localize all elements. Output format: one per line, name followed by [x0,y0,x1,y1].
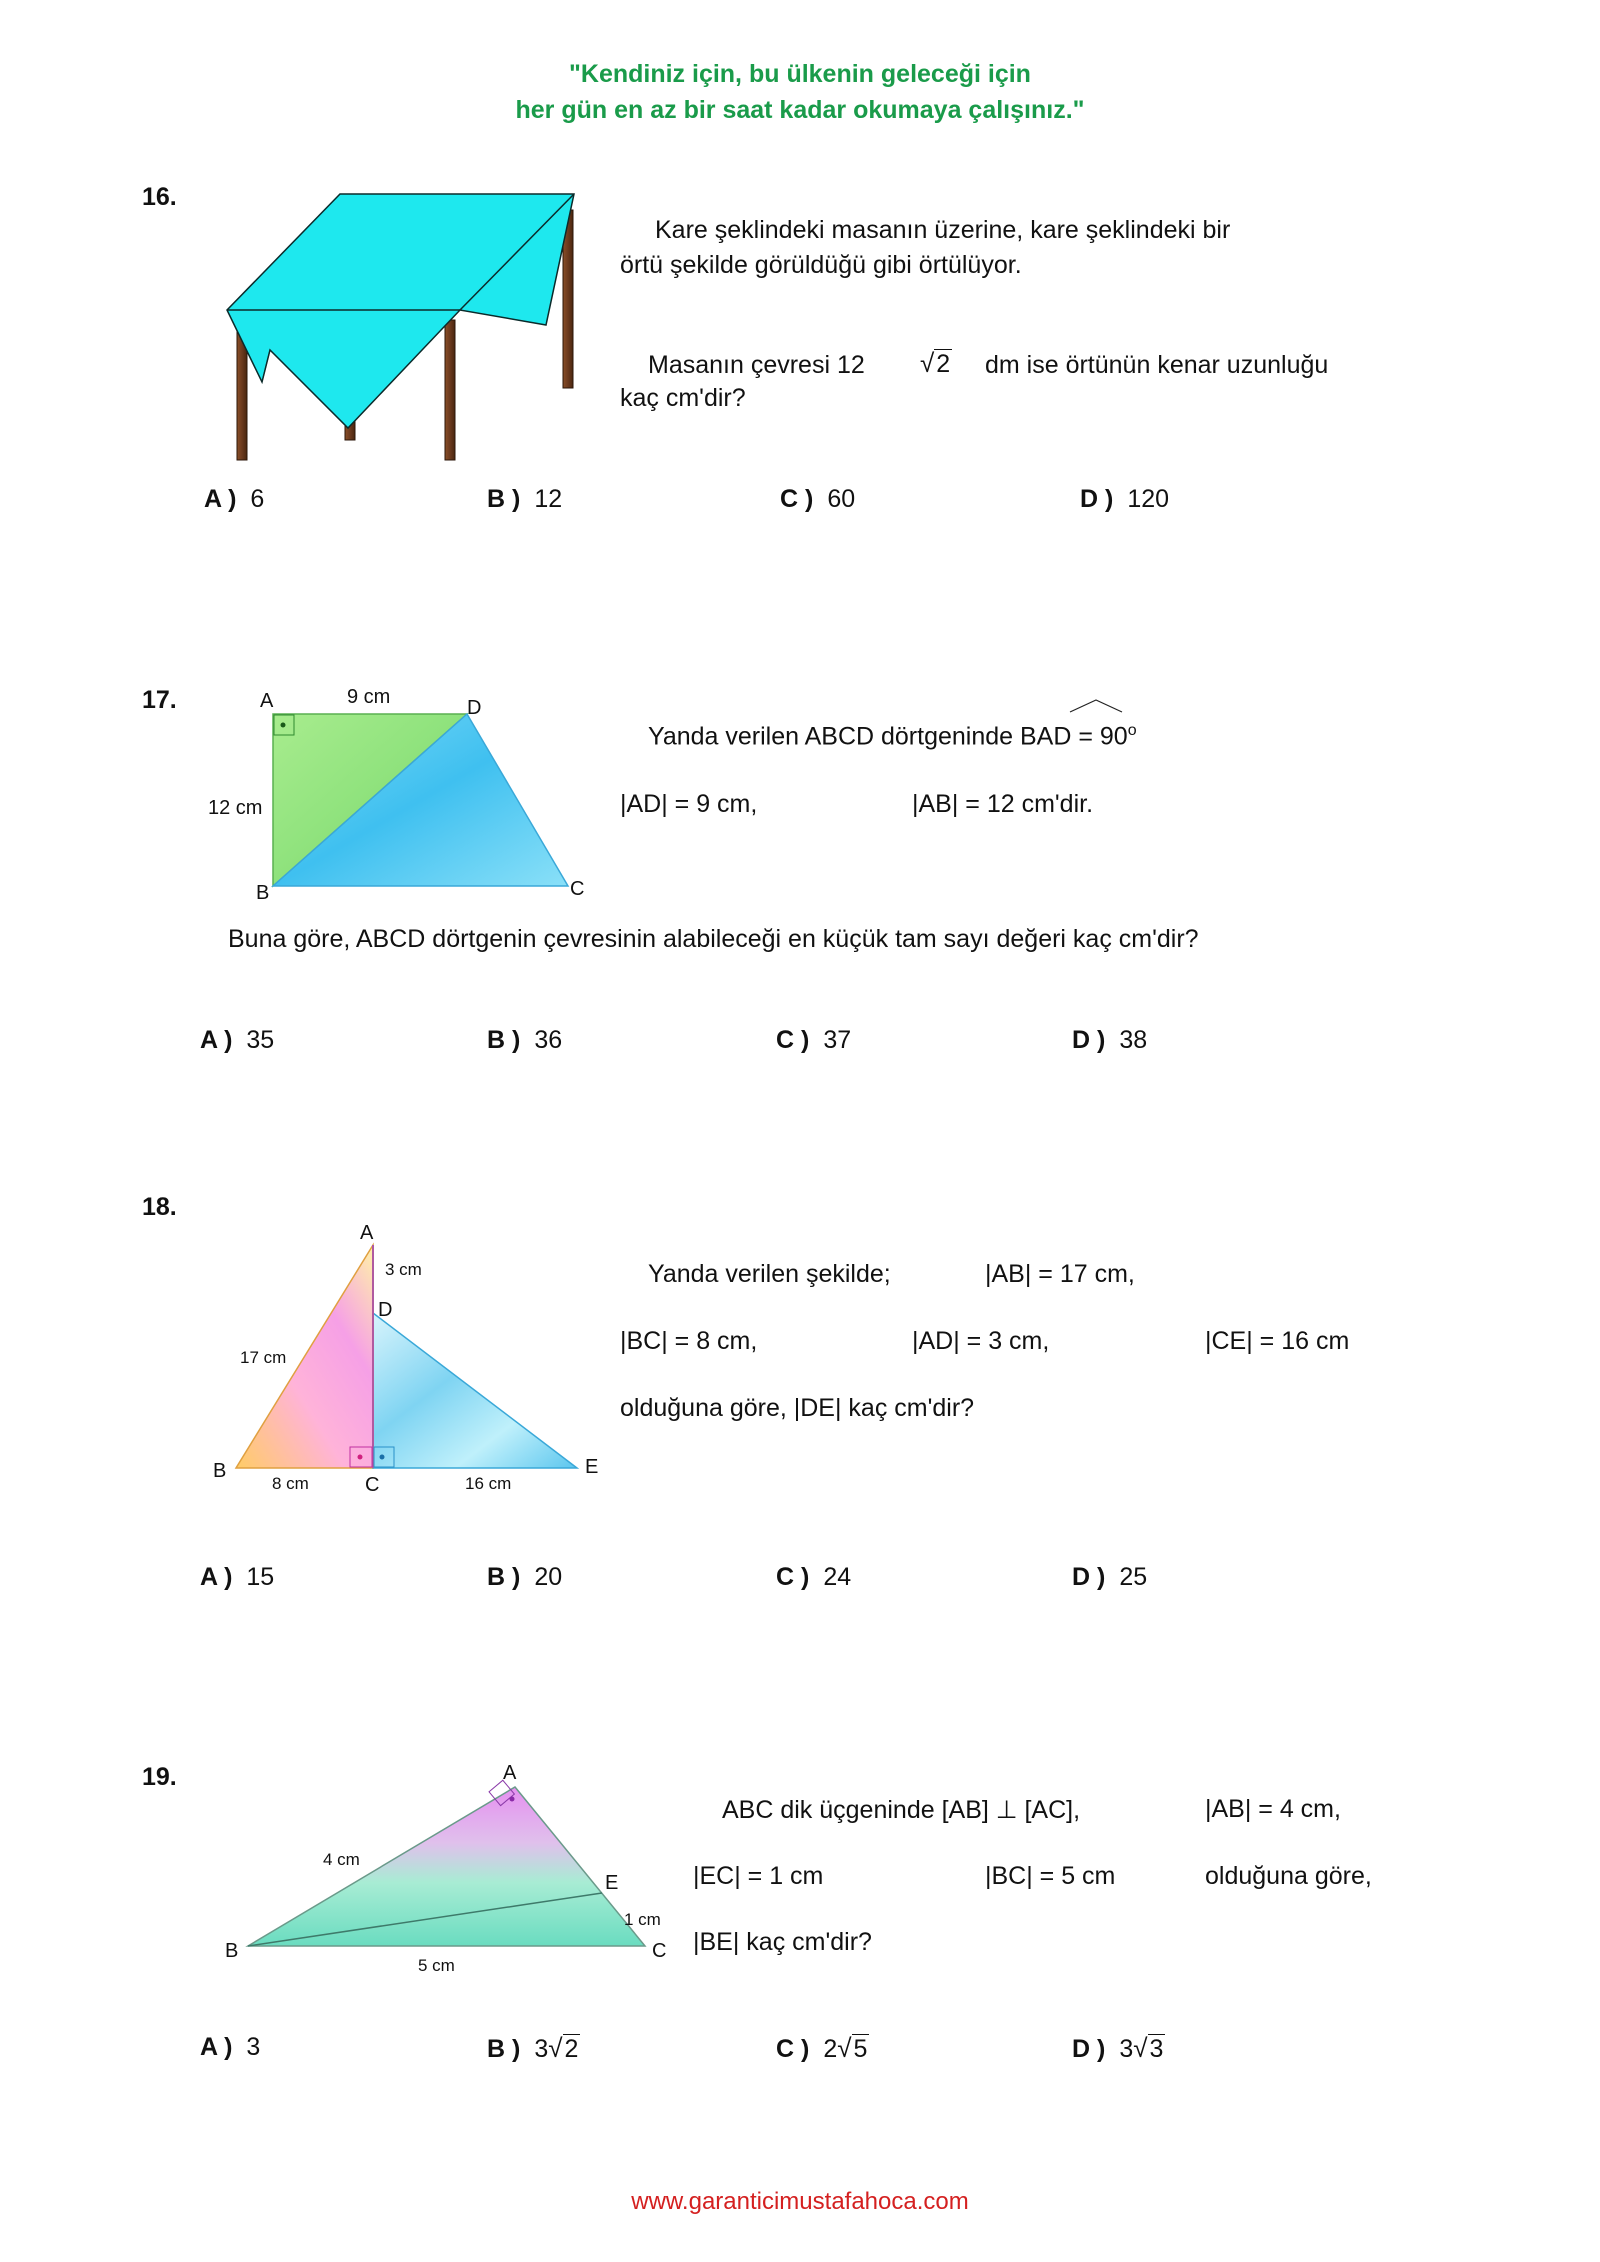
q17-option-a[interactable]: A ) 35 [200,1026,275,1054]
q19-option-d[interactable]: D ) 3√3 [1072,2033,1164,2063]
footer-url[interactable]: www.garanticimustafahoca.com [631,2188,969,2215]
q17-ad: |AD| = 9 cm, [620,790,758,818]
q16-option-b[interactable]: B ) 12 [487,485,563,513]
q16-text-line2: örtü şekilde görüldüğü gibi örtülüyor. [620,251,1022,279]
label-b: B [213,1460,227,1482]
q18-question: olduğuna göre, |DE| kaç cm'dir? [620,1394,975,1422]
q18-option-b[interactable]: B ) 20 [487,1563,563,1591]
label-a: A [360,1222,374,1244]
label-d: D [467,697,482,719]
header-quote-line2: her gün en az bir saat kadar okumaya çalışınız." [515,96,1085,124]
q16-option-d[interactable]: D ) 120 [1080,485,1170,513]
label-b: B [256,882,270,904]
label-d: D [378,1299,393,1321]
q16-sqrt: √2 [920,348,951,378]
q18-ab: |AB| = 17 cm, [985,1260,1135,1288]
q17-option-d[interactable]: D ) 38 [1072,1026,1148,1054]
label-bc-length: 8 cm [272,1474,309,1493]
q17-option-c[interactable]: C ) 37 [776,1026,852,1054]
q16-option-c[interactable]: C ) 60 [780,485,856,513]
q17-ab: |AB| = 12 cm'dir. [912,790,1094,818]
q17-question: Buna göre, ABCD dörtgenin çevresinin alabileceği en küçük tam sayı değeri kaç cm'dir? [228,925,1199,953]
q19-option-a[interactable]: A ) 3 [200,2033,261,2061]
label-a: A [260,690,274,712]
q16-perimeter-text: Masanın çevresi 12 [648,351,865,379]
q18-bc: |BC| = 8 cm, [620,1327,758,1355]
q17-text: Yanda verilen ABCD dörtgeninde BAD = $90^o$ [648,722,1137,751]
question-19-number: 19. [142,1763,177,1791]
triangle-abc [248,1787,645,1946]
q19-ec: |EC| = 1 cm [693,1862,824,1890]
q19-option-b[interactable]: B ) 3√2 [487,2033,579,2063]
header-quote-line1: "Kendiniz için, bu ülkenin geleceği için [569,60,1031,88]
label-b: B [225,1940,239,1962]
label-c: C [365,1474,380,1496]
label-c: C [570,878,585,900]
label-ab-length: 4 cm [323,1850,360,1869]
q18-option-a[interactable]: A ) 15 [200,1563,275,1591]
label-a: A [503,1762,517,1784]
q19-bc: |BC| = 5 cm [985,1862,1116,1890]
q16-option-a[interactable]: A ) 6 [204,485,265,513]
label-ad-length: 9 cm [347,686,391,708]
label-e: E [585,1456,599,1478]
question-18-number: 18. [142,1193,177,1221]
q18-ce: |CE| = 16 cm [1205,1327,1350,1355]
label-ad-length: 3 cm [385,1260,422,1279]
q19-given: olduğuna göre, [1205,1862,1372,1890]
q18-option-d[interactable]: D ) 25 [1072,1563,1148,1591]
question-16-number: 16. [142,183,177,211]
q16-perimeter-text-end: dm ise örtünün kenar uzunluğu [985,351,1329,379]
label-e: E [605,1872,619,1894]
label-ce-length: 16 cm [465,1474,512,1493]
q19-ab: |AB| = 4 cm, [1205,1795,1341,1823]
q19-text: ABC dik üçgeninde [AB] ⊥ [AC], [722,1796,1081,1824]
question-17-number: 17. [142,686,177,714]
label-ab-length: 17 cm [240,1348,287,1367]
q18-ad: |AD| = 3 cm, [912,1327,1050,1355]
q16-question: kaç cm'dir? [620,384,746,412]
q17-option-b[interactable]: B ) 36 [487,1026,563,1054]
label-ec-length: 1 cm [624,1910,661,1929]
q19-option-c[interactable]: C ) 2√5 [776,2033,868,2063]
label-bc-length: 5 cm [418,1956,455,1975]
q18-text: Yanda verilen şekilde; [648,1260,891,1288]
q19-question: |BE| kaç cm'dir? [693,1928,872,1956]
q18-option-c[interactable]: C ) 24 [776,1563,852,1591]
label-c: C [652,1940,667,1962]
label-ab-length: 12 cm [208,797,263,819]
q16-text-line1: Kare şeklindeki masanın üzerine, kare şeklindeki bir [655,216,1231,244]
